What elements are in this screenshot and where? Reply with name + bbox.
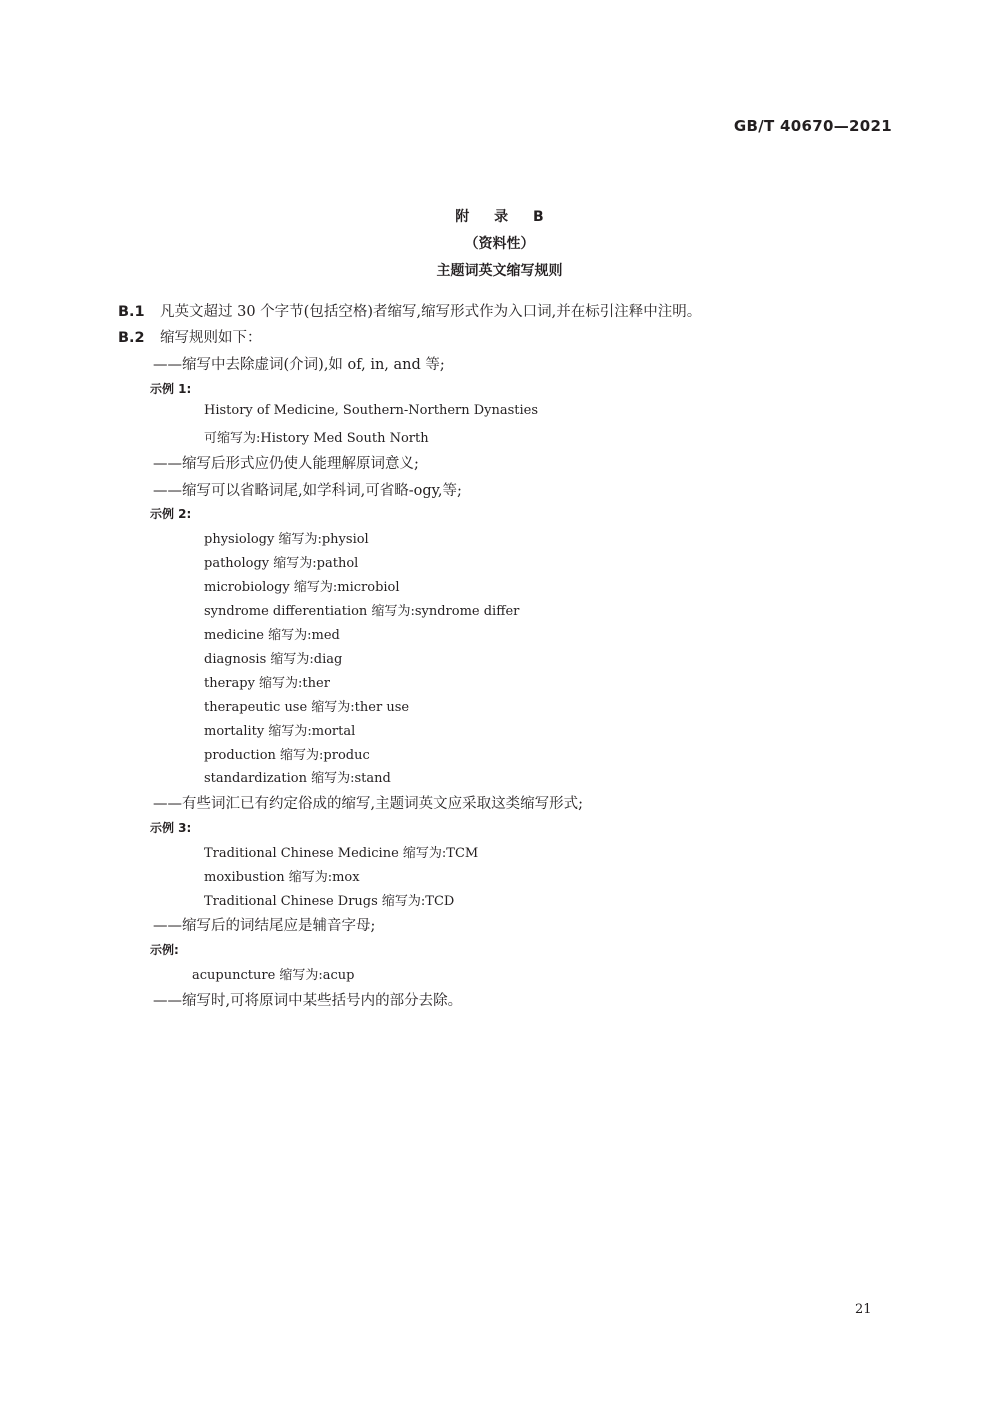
example-line: standardization 缩写为:stand — [204, 771, 391, 786]
rule-item: ——缩写后的词结尾应是辅音字母; — [153, 918, 376, 934]
rule-item: ——有些词汇已有约定俗成的缩写,主题词英文应采取这类缩写形式; — [153, 796, 583, 812]
example-label: 示例 3: — [150, 821, 192, 835]
example-line: 可缩写为:History Med South North — [204, 431, 429, 446]
example-line: Traditional Chinese Drugs 缩写为:TCD — [204, 894, 455, 909]
example-line: acupuncture 缩写为:acup — [192, 968, 355, 983]
rule-item: ——缩写可以省略词尾,如学科词,可省略-ogy,等; — [153, 483, 462, 499]
example-line: therapy 缩写为:ther — [204, 676, 330, 691]
clause-b2 — [118, 326, 262, 347]
rule-item: ——缩写时,可将原词中某些括号内的部分去除。 — [153, 993, 463, 1009]
example-line: History of Medicine, Southern-Northern Dynasties — [204, 403, 539, 418]
example-label: 示例: — [150, 943, 179, 957]
clause-text: 凡英文超过 30 个字节(包括空格)者缩写,缩写形式作为入口词,并在标引注释中注明。 — [160, 304, 702, 320]
example-line: therapeutic use 缩写为:ther use — [204, 700, 410, 715]
clause-b1 — [118, 300, 701, 321]
example-line: syndrome differentiation 缩写为:syndrome differ — [204, 604, 520, 619]
example-line: Traditional Chinese Medicine 缩写为:TCM — [204, 846, 479, 861]
example-line: pathology 缩写为:pathol — [204, 556, 359, 571]
example-line: medicine 缩写为:med — [204, 628, 340, 643]
example-label: 示例 2: — [150, 507, 192, 521]
example-line: physiology 缩写为:physiol — [204, 532, 369, 547]
example-line: diagnosis 缩写为:diag — [204, 652, 343, 667]
example-line: mortality 缩写为:mortal — [204, 724, 356, 739]
page-number: 21 — [855, 1302, 872, 1317]
clause-number: B.1 — [118, 304, 145, 320]
example-line: moxibustion 缩写为:mox — [204, 870, 360, 885]
example-label: 示例 1: — [150, 382, 192, 396]
example-line: production 缩写为:produc — [204, 748, 370, 763]
appendix-name: 主题词英文缩写规则 — [436, 263, 563, 279]
appendix-title: 附 录 B — [455, 209, 554, 225]
document-code: GB/T 40670—2021 — [733, 117, 892, 135]
example-line: microbiology 缩写为:microbiol — [204, 580, 400, 595]
rule-item: ——缩写中去除虚词(介词),如 of, in, and 等; — [153, 357, 445, 373]
clause-number: B.2 — [118, 330, 145, 346]
appendix-type: （资料性） — [464, 236, 535, 252]
clause-text: 缩写规则如下： — [160, 330, 262, 346]
rule-item: ——缩写后形式应仍使人能理解原词意义; — [153, 456, 419, 472]
